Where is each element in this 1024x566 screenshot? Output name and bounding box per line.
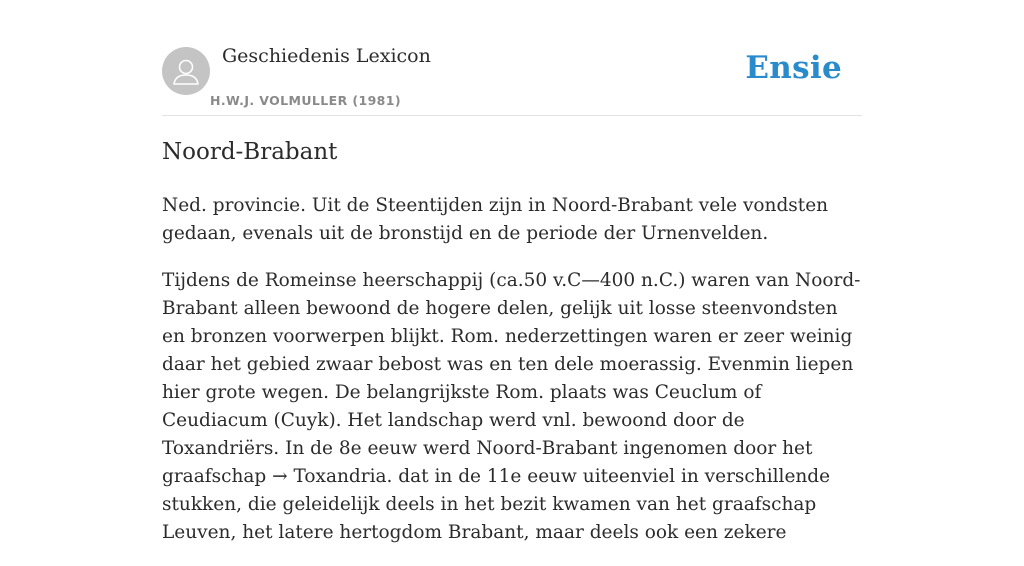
article-container <box>162 0 862 543</box>
entry-title: Noord-Brabant <box>162 139 338 165</box>
book-header <box>162 0 862 116</box>
ensie-logo[interactable]: Ensie <box>745 50 842 86</box>
entry-paragraph: Tijdens de Romeinse heerschappij (ca.50 v.C—400 n.C.) waren van Noord-Brabant alleen bewoond de hogere delen, gelijk uit losse steenvondsten en bronzen voorwerpen blijkt. Rom. nederzettingen waren er zeer weinig daar het gebied zwaar bebost was en ten dele moerassig. Evenmin liepen hier grote wegen. De belangrijkste Rom. plaats was Ceuclum of Ceudiacum (Cuyk). Het landschap werd vnl. bewoond door de Toxandriërs. In de 8e eeuw werd Noord-Brabant ingenomen door het graafschap → Toxandria. dat in de 11e eeuw uiteenviel in verschillende stukken, die geleidelijk deels in het bezit kwamen van het graafschap Leuven, het latere hertogdom Brabant, maar deels ook een zekere <box>162 270 861 543</box>
book-author: H.W.J. VOLMULLER (1981) <box>210 93 401 108</box>
avatar[interactable] <box>162 47 210 95</box>
entry-paragraph: Ned. provincie. Uit de Steentijden zijn in Noord-Brabant vele vondsten gedaan, evenals uit de bronstijd en de periode der Urnenvelden. <box>162 195 829 244</box>
book-title[interactable]: Geschiedenis Lexicon <box>222 45 431 67</box>
entry-body <box>162 192 864 566</box>
user-icon <box>162 47 210 95</box>
